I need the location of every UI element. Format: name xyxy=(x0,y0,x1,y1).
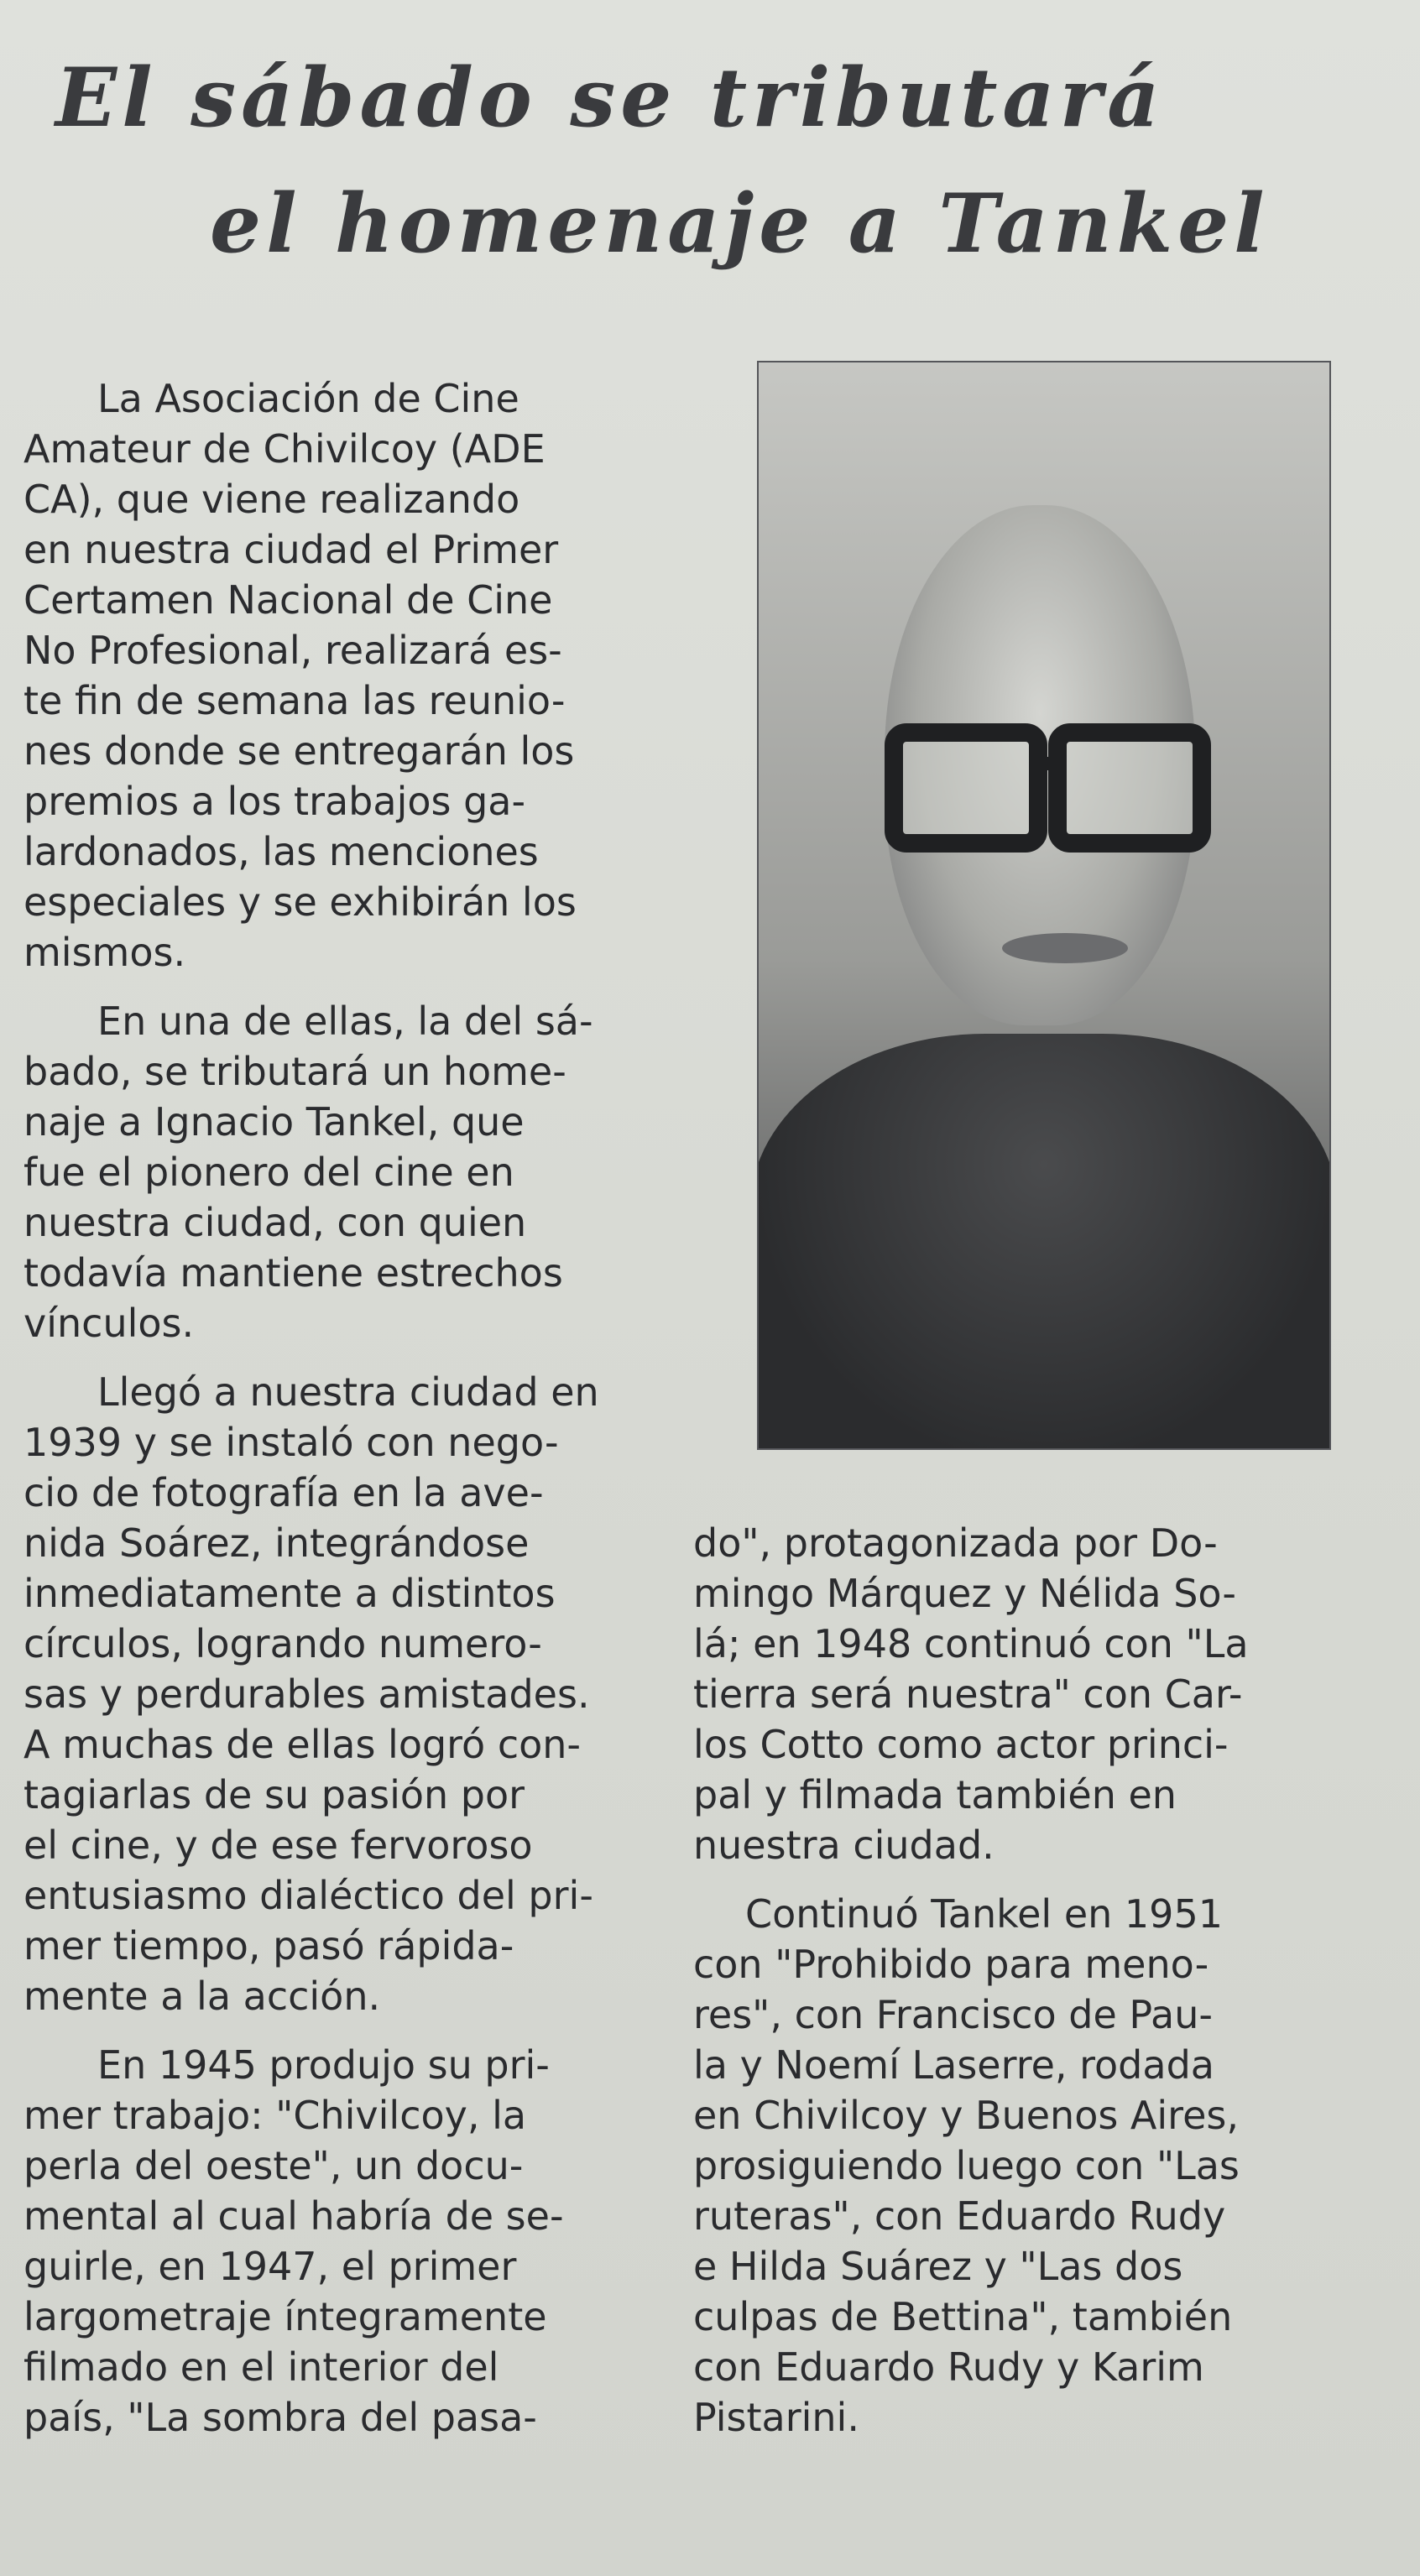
article-line: culpas de Bettina", también xyxy=(693,2294,1233,2339)
article-line: todavía mantiene estrechos xyxy=(23,1250,563,1296)
article-line: mer trabajo: "Chivilcoy, la xyxy=(23,2093,527,2138)
article-line: 1939 y se instaló con nego- xyxy=(23,1420,559,1465)
article-line: la y Noemí Laserre, rodada xyxy=(693,2042,1214,2088)
article-line: Pistarini. xyxy=(693,2395,859,2440)
article-line: en Chivilcoy y Buenos Aires, xyxy=(693,2093,1239,2138)
article-line: nes donde se entregarán los xyxy=(23,728,575,774)
portrait-photo xyxy=(757,361,1331,1450)
article-line: entusiasmo dialéctico del pri- xyxy=(23,1873,593,1918)
article-line: cio de fotografía en la ave- xyxy=(23,1470,544,1515)
article-line: mer tiempo, pasó rápida- xyxy=(23,1923,514,1969)
article-line: Continuó Tankel en 1951 xyxy=(745,1891,1223,1937)
article-line: e Hilda Suárez y "Las dos xyxy=(693,2244,1183,2289)
article-line: sas y perdurables amistades. xyxy=(23,1671,590,1717)
paragraph-gap xyxy=(23,1348,661,1367)
article-line: inmediatamente a distintos xyxy=(23,1571,556,1616)
article-line: círculos, logrando numero- xyxy=(23,1621,542,1666)
article-line: lá; en 1948 continuó con "La xyxy=(693,1621,1249,1666)
article-line: lardonados, las menciones xyxy=(23,829,539,874)
article-column-left xyxy=(23,373,661,2443)
article-line: naje a Ignacio Tankel, que xyxy=(23,1099,525,1145)
paragraph-gap xyxy=(23,978,661,996)
article-line: CA), que viene realizando xyxy=(23,477,520,522)
article-line: filmado en el interior del xyxy=(23,2344,499,2390)
article-line: ruteras", con Eduardo Rudy xyxy=(693,2193,1226,2239)
article-line: No Profesional, realizará es- xyxy=(23,628,562,673)
article-line: pal y filmada también en xyxy=(693,1772,1177,1817)
eyeglasses-right-lens xyxy=(1048,723,1211,853)
article-line: nuestra ciudad, con quien xyxy=(23,1200,527,1245)
paragraph-gap xyxy=(23,2021,661,2040)
article-line: bado, se tributará un home- xyxy=(23,1049,566,1094)
article-line: con Eduardo Rudy y Karim xyxy=(693,2344,1204,2390)
article-line: los Cotto como actor princi- xyxy=(693,1722,1229,1767)
article-line: En una de ellas, la del sá- xyxy=(97,999,593,1044)
article-line: el cine, y de ese fervoroso xyxy=(23,1822,533,1868)
headline-line-1: El sábado se tributará xyxy=(55,50,1165,145)
article-line: mente a la acción. xyxy=(23,1974,381,2019)
article-line: perla del oeste", un docu- xyxy=(23,2143,524,2188)
article-line: nida Soárez, integrándose xyxy=(23,1520,530,1566)
article-line: tierra será nuestra" con Car- xyxy=(693,1671,1243,1717)
portrait-coat xyxy=(757,1034,1331,1450)
article-line: guirle, en 1947, el primer xyxy=(23,2244,517,2289)
article-line: La Asociación de Cine xyxy=(97,376,519,421)
article-line: prosiguiendo luego con "Las xyxy=(693,2143,1240,2188)
article-line: con "Prohibido para meno- xyxy=(693,1942,1209,1987)
article-line: mingo Márquez y Nélida So- xyxy=(693,1571,1237,1616)
article-line: En 1945 produjo su pri- xyxy=(97,2042,550,2088)
article-line: país, "La sombra del pasa- xyxy=(23,2395,537,2440)
article-line: largometraje íntegramente xyxy=(23,2294,547,2339)
article-line: mismos. xyxy=(23,930,186,975)
portrait-mustache xyxy=(1002,933,1128,963)
article-line: Amateur de Chivilcoy (ADE xyxy=(23,426,546,472)
article-line: Llegó a nuestra ciudad en xyxy=(97,1369,599,1415)
article-line: do", protagonizada por Do- xyxy=(693,1520,1218,1566)
article-line: Certamen Nacional de Cine xyxy=(23,577,553,623)
article-line: nuestra ciudad. xyxy=(693,1822,995,1868)
article-line: tagiarlas de su pasión por xyxy=(23,1772,525,1817)
paragraph-gap xyxy=(693,1870,1398,1889)
article-line: vínculos. xyxy=(23,1301,195,1346)
article-line: A muchas de ellas logró con- xyxy=(23,1722,582,1767)
article-column-right xyxy=(693,1518,1398,2443)
headline-line-2: el homenaje a Tankel xyxy=(210,176,1270,271)
article-line: mental al cual habría de se- xyxy=(23,2193,564,2239)
article-line: res", con Francisco de Pau- xyxy=(693,1992,1213,2037)
article-line: te fin de semana las reunio- xyxy=(23,678,566,723)
article-line: especiales y se exhibirán los xyxy=(23,879,577,925)
article-line: en nuestra ciudad el Primer xyxy=(23,527,559,572)
article-line: fue el pionero del cine en xyxy=(23,1150,514,1195)
article-line: premios a los trabajos ga- xyxy=(23,779,526,824)
eyeglasses-left-lens xyxy=(885,723,1047,853)
